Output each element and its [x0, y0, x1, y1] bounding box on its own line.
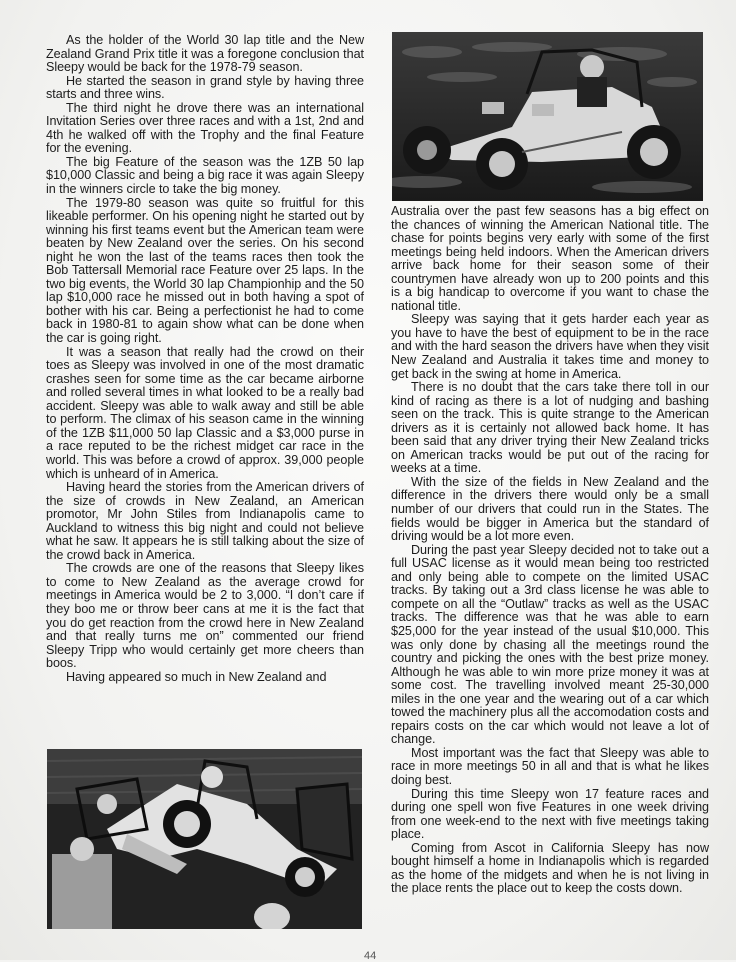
paragraph: Having heard the stories from the American drivers of the size of crowds in New Zealand, an American promotor, Mr John Stiles from Indianapolis came to Auckland to witness this big night and could not believe what he saw. It appears he is still talking about the size of the crowd back in America.: [46, 480, 364, 562]
crash-photo-illustration: [47, 749, 362, 929]
paragraph: The third night he drove there was an international Invitation Series over three races and with a 1st, 2nd and 4th he walked off with the Trophy and the final Feature for the evening.: [46, 100, 364, 156]
paragraph: It was a season that really had the crowd on their toes as Sleepy was involved in one of the most dramatic crashes seen for some time as the car became airborne and rolled several times in what looked to be a really bad accident. Sleepy was able to walk away and still be able to perform. The climax of his season came in the winning of the 1ZB $11,000 50 lap Classic and a $3,000 purse in a race reputed to be the richest midget car race in the world. This was before a crowd of approx. 39,000 people which is unheard of in America.: [46, 344, 364, 481]
paragraph: There is no doubt that the cars take there toll in our kind of racing as there is a lot of nudging and bashing seen on the track. This is quite strange to the American drivers as it is certainly not allowed back home. It has been said that any driver trying their New Zealand tricks on American tracks would be put out of the racing for weeks at a time.: [391, 380, 709, 476]
paragraph: Most important was the fact that Sleepy was able to race in more meetings 50 in all and that is what he likes doing best.: [391, 745, 709, 787]
paragraph: Sleepy was saying that it gets harder each year as you have to have the best of equipment to be in the race and with the hard season the drivers have when they visit New Zealand and Australia it takes time and money to get back in the swing at home in America.: [391, 312, 709, 381]
paragraph: During this time Sleepy won 17 feature races and during one spell won five Features in one week driving from one week-end to the next with five meetings taking place.: [391, 786, 709, 842]
paragraph: The 1979-80 season was quite so fruitful for this likeable performer. On his opening night he started out by winning his first teams event but the American team were beaten by New Zealand over the series. On his second night he won the last of the teams races then took the Bob Tattersall Memorial race Feature over 25 laps. In the two big events, the World 30 lap Championhip and the 50 lap $10,000 race he missed out in both having a spot of bother with his car. Being a perfectionist he had to come back in 1980-81 to again show what can be done when the car is going right.: [46, 195, 364, 346]
paragraph: The crowds are one of the reasons that Sleepy likes to come to New Zealand as the average crowd for meetings in America would be 2 to 3,000. “I don’t care if they boo me or throw beer cans at me it is the fact that you do get reaction from the crowd here in New Zealand and that really turns me on” commented our friend Sleepy Tripp who would certainly get more cheers than boos.: [46, 561, 364, 671]
paragraph: He started the season in grand style by having three starts and three wins.: [46, 73, 364, 102]
photo-crash: [47, 749, 362, 929]
page-number: 44: [364, 950, 377, 962]
paragraph: Australia over the past few seasons has a big effect on the chances of winning the American National title. The chase for points begins very early with some of the first meetings being held indoors. When the American drivers arrive back home for their season some of their countrymen have already won up to 200 points and this is a big handicap to overcome if you want to chase the national title.: [391, 204, 709, 313]
race-car-photo-illustration: [392, 32, 703, 201]
paragraph: The big Feature of the season was the 1ZB 50 lap $10,000 Classic and being a big race it was again Sleepy in the winners circle to take the big money.: [46, 154, 364, 197]
paragraph: During the past year Sleepy decided not to take out a full USAC license as it would mean being too restricted and only being able to compete on the limited USAC tracks. By taking out a 3rd class license he was able to compete on all the “Outlaw” tracks as well as the USAC tracks. The difference was that he was able to earn $25,000 for the year instead of the usual $10,000. This was only done by chasing all the meetings round the country and picking the ones with the best prize money. Although he was able to win more prize money it was at some cost. The travelling involved meant 25-30,000 miles in the one year and the wearing out of a car which towed the machinery plus all the accomodation costs and repairs costs on the car which would not leave a lot of change.: [391, 542, 709, 747]
photo-race-car: [392, 32, 703, 201]
paragraph: With the size of the fields in New Zealand and the difference in the drivers there would only be a small number of our drivers that could run in the States. The fields would be bigger in America but the standard of driving would be a lot more even.: [391, 474, 709, 544]
paragraph: As the holder of the World 30 lap title and the New Zealand Grand Prix title it was a foregone conclusion that Sleepy would be back for the 1978-79 season.: [46, 33, 364, 75]
right-column: [391, 205, 709, 896]
paragraph: Coming from Ascot in California Sleepy has now bought himself a home in Indianapolis which is regarded as the home of the midgets and when he is not living in the place rents the place out to keep the costs down.: [391, 840, 709, 896]
paragraph: Having appeared so much in New Zealand and: [66, 669, 327, 684]
left-column: [46, 34, 364, 684]
